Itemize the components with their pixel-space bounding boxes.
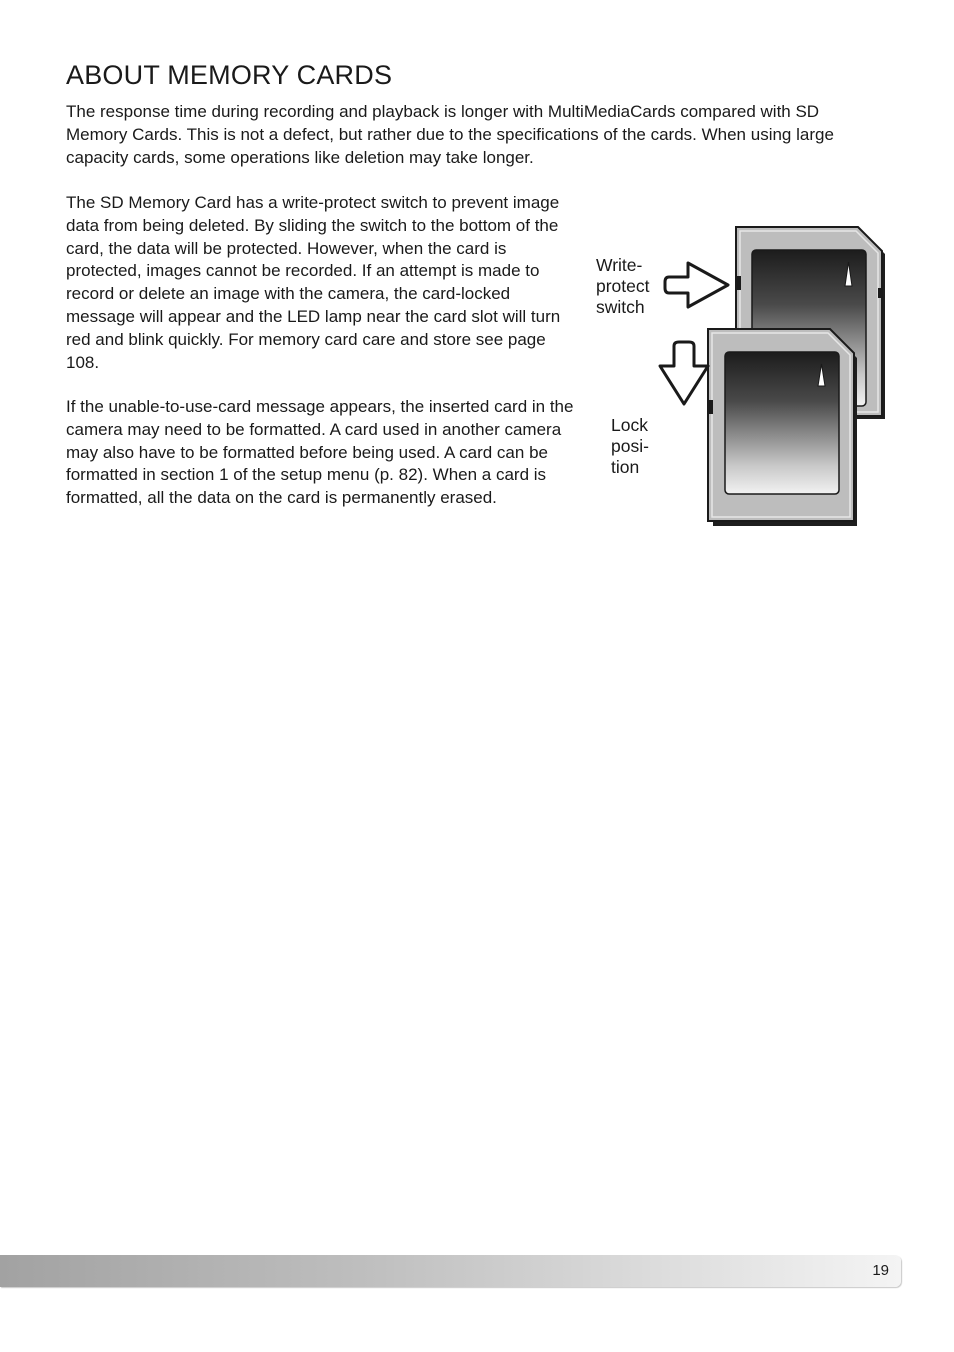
lock-position-label: Lock posi- tion: [611, 415, 649, 477]
sd-card-illustration: [590, 222, 900, 532]
arrow-down-icon: [660, 342, 708, 404]
footer-bar: [0, 1255, 901, 1287]
page-number: 19: [872, 1262, 889, 1279]
sd-card-icon: [708, 329, 857, 526]
page-title: ABOUT MEMORY CARDS: [66, 60, 393, 90]
write-protect-paragraph: The SD Memory Card has a write-protect switch to prevent image data from being deleted. By sliding the switch to the bottom of the card, the data will be protected. However, when the card is protected, images cannot be recorded. If an attempt is made to record or delete an image with the camera, the card-locked message will appear and the LED lamp near the card slot will turn red and blink quickly. For memory card care and store see page 108.: [66, 193, 561, 372]
arrow-right-icon: [665, 263, 728, 307]
format-paragraph: If the unable-to-use-card message appears, the inserted card in the camera may need to be formatted. A card used in another camera may also have to be formatted before being used. A card can be formatted in section 1 of the setup menu (p. 82). When a card is formatted, all the data on the card is permanently erased.: [66, 397, 574, 508]
intro-paragraph: The response time during recording and playback is longer with MultiMediaCards compared with SD Memory Cards. This is not a defect, but rather due to the specifications of the cards. When using large capacity cards, some operations like deletion may take longer.: [66, 102, 834, 167]
write-protect-switch-label: Write- protect switch: [596, 255, 650, 317]
